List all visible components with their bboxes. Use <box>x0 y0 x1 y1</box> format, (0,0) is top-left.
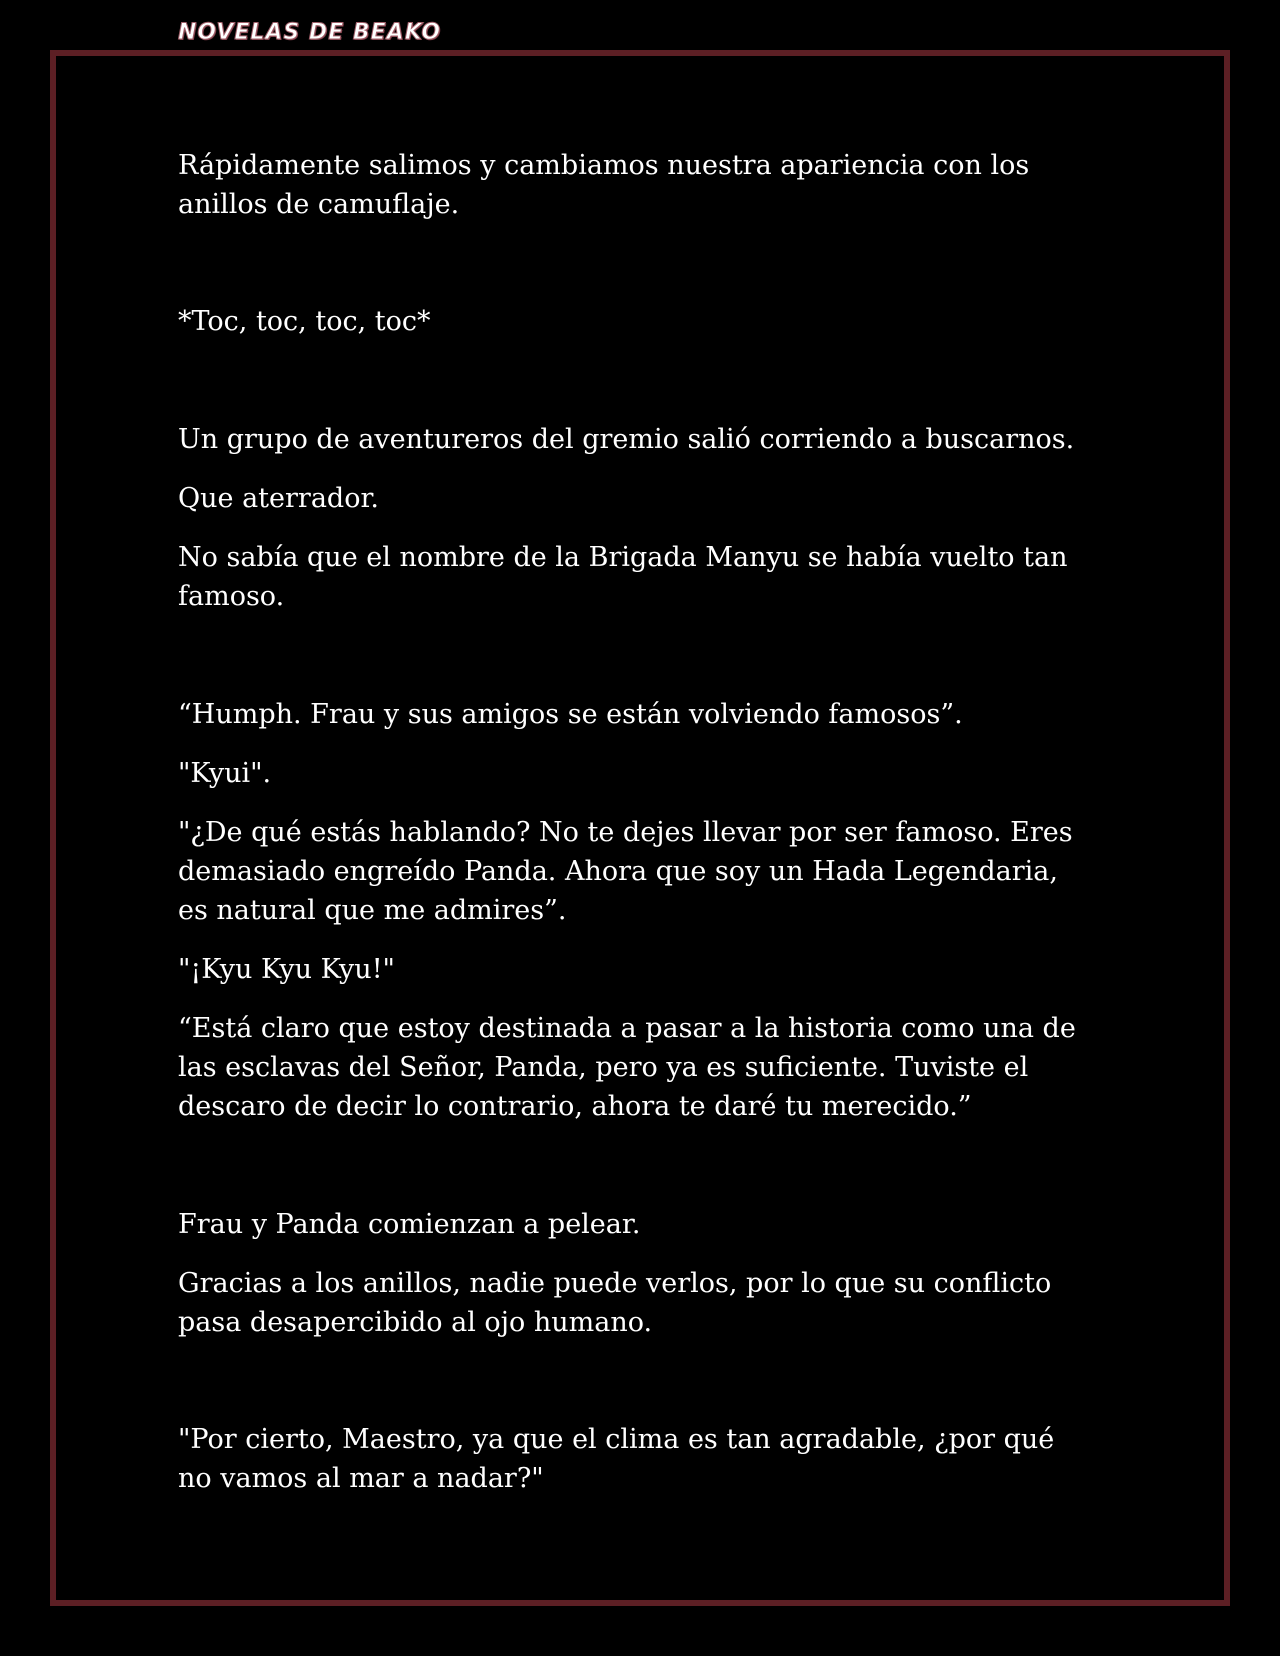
paragraph: Que aterrador. <box>178 483 379 514</box>
paragraph: No sabía que el nombre de la Brigada Manyu se había vuelto tan famoso. <box>178 542 1068 612</box>
paragraph: "¿De qué estás hablando? No te dejes llevar por ser famoso. Eres demasiado engreído Panda. Ahora que soy un Hada Legendaria, es natural que me admires”. <box>178 817 1073 926</box>
paragraph: "Kyui". <box>178 758 272 789</box>
paragraph: "Por cierto, Maestro, ya que el clima es tan agradable, ¿por qué no vamos al mar a nadar?" <box>178 1424 1055 1494</box>
site-title: NOVELAS DE BEAKO <box>178 20 442 45</box>
paragraph: Un grupo de aventureros del gremio salió corriendo a buscarnos. <box>178 424 1075 455</box>
paragraph: “Está claro que estoy destinada a pasar a la historia como una de las esclavas del Señor, Panda, pero ya es suficiente. Tuviste el descaro de decir lo contrario, ahora te daré tu merecido.” <box>178 1013 1076 1122</box>
paragraph: Gracias a los anillos, nadie puede verlos, por lo que su conflicto pasa desapercibido al ojo humano. <box>178 1268 1052 1338</box>
paragraph: Rápidamente salimos y cambiamos nuestra apariencia con los anillos de camuflaje. <box>178 150 1030 220</box>
paragraph: "¡Kyu Kyu Kyu!" <box>178 954 395 985</box>
paragraph: *Toc, toc, toc, toc* <box>178 306 431 337</box>
paragraph: Frau y Panda comienzan a pelear. <box>178 1209 641 1240</box>
paragraph: “Humph. Frau y sus amigos se están volviendo famosos”. <box>178 699 963 730</box>
